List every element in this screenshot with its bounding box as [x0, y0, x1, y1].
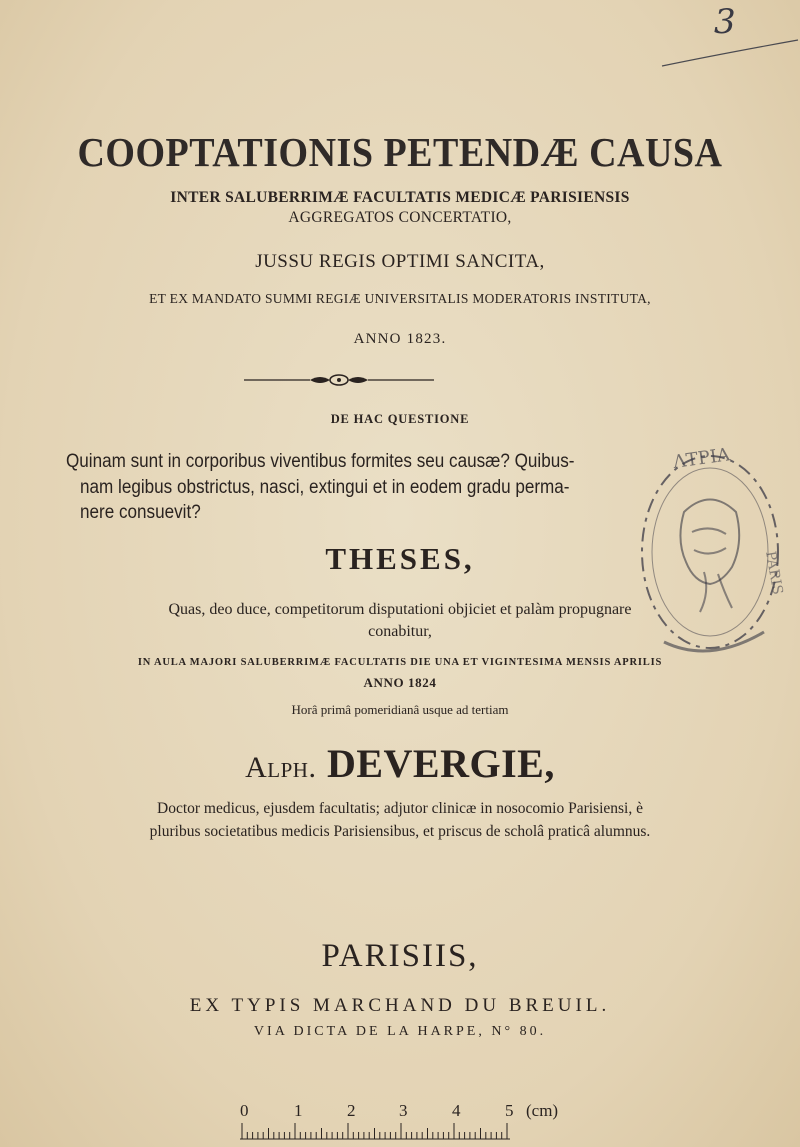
ruler-label-0: 0 [240, 1101, 249, 1120]
ruler-label-2: 2 [347, 1101, 356, 1120]
author-name [0, 740, 800, 787]
theses-heading: THESES, [325, 541, 475, 576]
ruler-unit: (cm) [526, 1101, 559, 1120]
printer-line: EX TYPIS MARCHAND DU BREUIL. [189, 995, 611, 1016]
question-line-3: nere consuevit? [80, 502, 201, 523]
quas-line-2: conabitur, [368, 623, 432, 640]
aula-line: IN AULA MAJORI SALUBERRIMÆ FACULTATIS DIE UNA ET VIGINTESIMA MENSIS APRILIS [137, 657, 663, 668]
measurement-ruler [240, 1122, 516, 1140]
ruler-label-4: 4 [452, 1101, 461, 1120]
ruler-label-1: 1 [294, 1101, 303, 1120]
hora-line: Horâ primâ pomeridianâ usque ad tertiam [291, 702, 509, 717]
subtitle-line-1: INTER SALUBERRIMÆ FACULTATIS MEDICÆ PARISIENSIS [170, 189, 630, 206]
pencil-mark [660, 38, 800, 68]
doctor-line-1: Doctor medicus, ejusdem facultatis; adjutor clinicæ in nosocomio Parisiensi, è [157, 800, 643, 817]
svg-text:ΛΤΡΙΑ: ΛΤΡΙΑ [671, 444, 732, 473]
address-line: VIA DICTA DE LA HARPE, N° 80. [253, 1024, 547, 1039]
ruler-label-5: 5 [505, 1101, 514, 1120]
author-first-name: Alph. [245, 751, 317, 784]
year-line: ANNO 1823. [353, 331, 447, 347]
subtitle-line-2: AGGREGATOS CONCERTATIO, [288, 209, 512, 226]
ruler-label-3: 3 [399, 1101, 408, 1120]
subtitle-line-3: JUSSU REGIS OPTIMI SANCITA, [255, 251, 545, 272]
question-line-2: nam legibus obstrictus, nasci, extingui et in eodem gradu perma- [80, 477, 570, 498]
anno-line: ANNO 1824 [363, 675, 437, 690]
ornament-divider [244, 372, 434, 388]
page-number: 3 [714, 2, 736, 42]
subtitle-line-4: ET EX MANDATO SUMMI REGIÆ UNIVERSITALIS MODERATORIS INSTITUTA, [149, 291, 651, 306]
svg-text:PARIS: PARIS [762, 549, 786, 596]
question-line-1: Quinam sunt in corporibus viventibus formites seu causæ? Quibus- [66, 451, 575, 472]
quas-line-1: Quas, deo duce, competitorum disputationi objiciet et palàm propugnare [168, 601, 632, 618]
question-heading: DE HAC QUESTIONE [330, 412, 470, 426]
city-line: PARISIIS, [321, 938, 479, 974]
author-last-name: DEVERGIE, [326, 741, 555, 786]
library-stamp-icon [614, 432, 790, 682]
doctor-line-2: pluribus societatibus medicis Parisiensibus, et priscus de scholâ praticâ alumnus. [149, 823, 651, 840]
document-title: COOPTATIONIS PETENDÆ CAUSA [77, 130, 723, 176]
